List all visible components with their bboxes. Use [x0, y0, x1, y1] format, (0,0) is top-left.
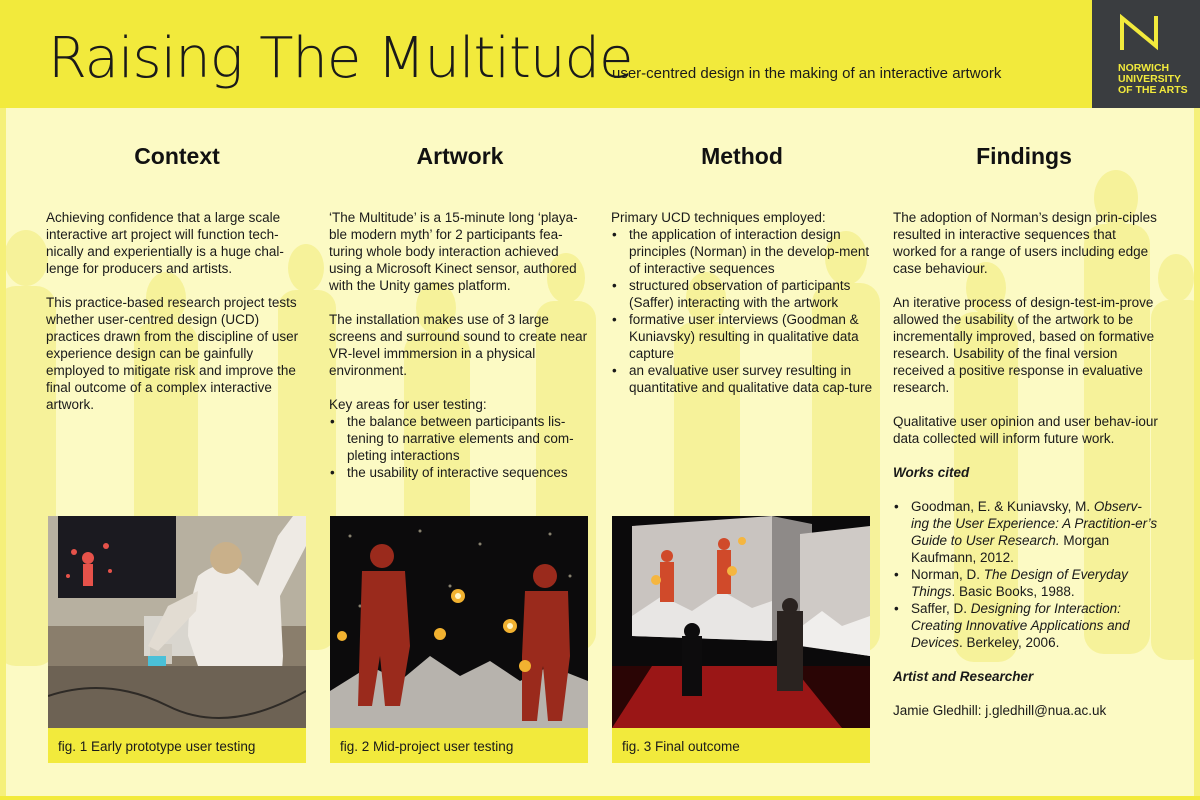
n-mark-icon [1116, 12, 1166, 54]
figure-3-photo [612, 516, 870, 728]
artwork-paragraph-3: Key areas for user testing: [329, 397, 487, 412]
logo-line-3: OF THE ARTS [1118, 84, 1188, 96]
citation-authors: Norman, D. [911, 567, 984, 582]
citation-authors: Goodman, E. & Kuniavsky, M. [911, 499, 1094, 514]
figure-2-caption: fig. 2 Mid-project user testing [330, 728, 588, 763]
figure-1 [48, 516, 306, 763]
figure-3 [612, 516, 870, 763]
artwork-paragraph-2: The installation makes use of 3 large screens and surround sound to create near VR-level immmersion in a physical environment. [329, 312, 588, 378]
figure-2 [330, 516, 588, 763]
list-item: • formative user interviews (Goodman & Kuniavsky) resulting in qualitative data capture [611, 311, 876, 362]
list-item: • the usability of interactive sequences [329, 464, 594, 481]
artwork-body [329, 209, 594, 498]
context-paragraph-2: This practice-based research project tests whether user-centred design (UCD) practices drawn from the discipline of user experience design can be gainfully employed to mitigate risk and improve the final outcome of a complex interactive artwork. [46, 295, 299, 412]
findings-paragraph-1: The adoption of Norman’s design prin-ciples resulted in interactive sequences that worked for a range of users including edge case behaviour. [893, 210, 1157, 276]
method-heading: Method [701, 143, 783, 169]
figure-1-photo [48, 516, 306, 728]
bottom-border [0, 796, 1200, 800]
citation [893, 498, 1158, 566]
method-techniques-list [611, 226, 876, 396]
works-cited-list [893, 498, 1158, 651]
context-heading: Context [134, 143, 220, 169]
logo-line-1: NORWICH [1118, 62, 1170, 74]
citation-authors: Saffer, D. [911, 601, 971, 616]
list-item: • the application of interaction design principles (Norman) in the develop-ment of interactive sequences [611, 226, 876, 277]
citation-title: Observ-ing the User Experience: A Practition-er’s Guide to User Research. [911, 499, 1158, 548]
findings-paragraph-2: An iterative process of design-test-im-prove allowed the usability of the artwork to be incrementally improved, based on formative research. Usability of the final version received a positive response in evaluative research. [893, 295, 1155, 395]
method-body [611, 209, 876, 413]
artist-heading: Artist and Researcher [893, 669, 1034, 684]
figure-2-photo [330, 516, 588, 728]
citation-publisher: . Berkeley, 2006. [959, 635, 1060, 650]
citation [893, 600, 1158, 651]
poster-subtitle: user-centred design in the making of an interactive artwork [612, 65, 1002, 82]
method-intro: Primary UCD techniques employed: [611, 210, 826, 225]
header-band [0, 0, 1200, 108]
list-item: • the balance between participants lis-tening to narrative elements and com-pleting interactions [329, 413, 594, 464]
poster-title: Raising The Multitude [48, 26, 633, 91]
artwork-heading: Artwork [416, 143, 504, 169]
university-logo [1092, 0, 1200, 108]
context-paragraph-1: Achieving confidence that a large scale interactive art project will function tech-nically and experientially is a huge chal-lenge for producers and artists. [46, 210, 284, 276]
citation-title: Designing for Interaction: Creating Innovative Applications and Devices [911, 601, 1130, 650]
citation-publisher: . Basic Books, 1988. [951, 584, 1075, 599]
logo-line-2: UNIVERSITY [1118, 73, 1182, 85]
artwork-paragraph-1: ‘The Multitude’ is a 15-minute long ‘playa-ble modern myth’ for 2 participants fea-turing whole body interaction achieved using a Microsoft Kinect sensor, authored with the Unity games platform. [329, 210, 578, 293]
artwork-testing-list [329, 413, 594, 481]
findings-paragraph-3: Qualitative user opinion and user behav-iour data collected will inform future work. [893, 414, 1158, 446]
list-item: • structured observation of participants (Saffer) interacting with the artwork [611, 277, 876, 311]
context-body [46, 209, 311, 430]
artist-contact: Jamie Gledhill: j.gledhill@nua.ac.uk [893, 703, 1107, 718]
citation [893, 566, 1158, 600]
citation-publisher: Morgan Kaufmann, 2012. [911, 533, 1110, 565]
citation-title: The Design of Everyday Things [911, 567, 1128, 599]
list-item: • an evaluative user survey resulting in quantitative and qualitative data cap-ture [611, 362, 876, 396]
works-cited-heading: Works cited [893, 465, 970, 480]
figure-3-caption: fig. 3 Final outcome [612, 728, 870, 763]
figure-1-caption: fig. 1 Early prototype user testing [48, 728, 306, 763]
findings-body [893, 209, 1158, 736]
findings-heading: Findings [976, 143, 1072, 169]
